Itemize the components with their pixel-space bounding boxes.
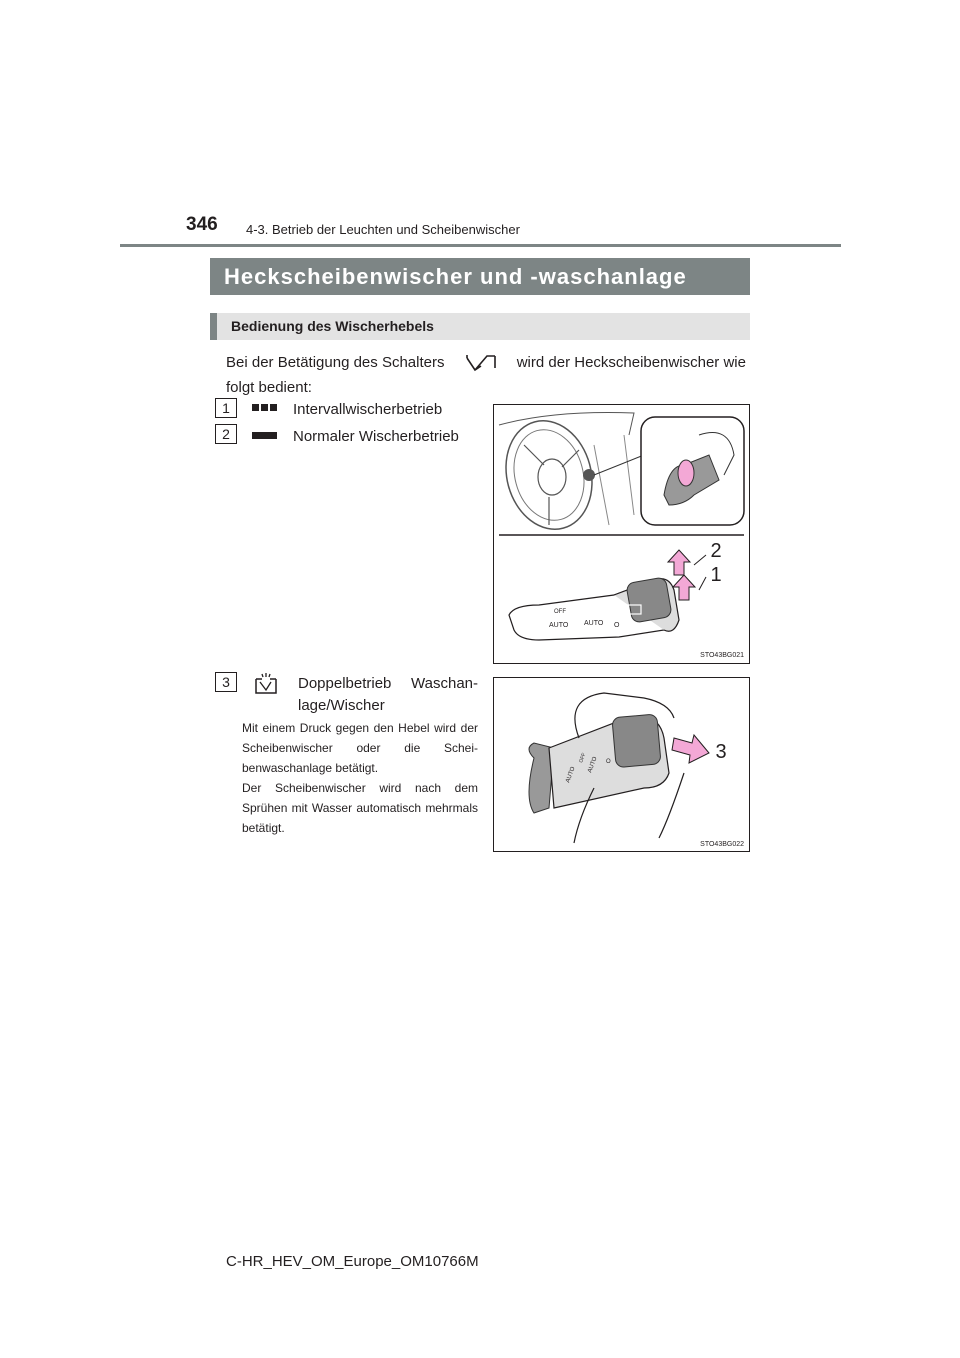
figure-2-drawing	[494, 678, 749, 851]
figure-1-code: STO43BG021	[700, 652, 744, 659]
chapter-title: 4-3. Betrieb der Leuchten und Scheibenwischer	[246, 222, 520, 237]
item-number-2: 2	[215, 424, 237, 444]
figure-wiper-lever-push	[493, 677, 750, 852]
figure-2-callout-3: 3	[715, 741, 727, 763]
intro-text-part3: folgt bedient:	[226, 379, 312, 396]
figure-1-lever-label-off: OFF	[554, 609, 566, 615]
figure-2-code: STO43BG022	[700, 841, 744, 848]
description-paragraph-2: Der Scheibenwischer wird nach dem Sprühen mit Wasser automatisch mehrmals betätigt.	[242, 781, 478, 835]
item-3-description	[242, 718, 478, 838]
figure-2-lever-label-o: O	[606, 759, 611, 765]
figure-1-lever-label-o: O	[614, 622, 620, 629]
figure-1-lever-label-auto-2: AUTO	[584, 620, 604, 627]
item-label-1: Intervallwischerbetrieb	[293, 401, 443, 418]
footer-doc-id: C-HR_HEV_OM_Europe_OM10766M	[226, 1253, 479, 1270]
figure-2-lever-label-auto-1: AUTO	[565, 766, 577, 784]
washer-wiper-icon	[253, 670, 279, 696]
rear-wiper-switch-icon	[463, 352, 499, 374]
subsection-title: Bedienung des Wischerhebels	[210, 313, 750, 340]
section-title: Heckscheibenwischer und -waschanlage	[210, 258, 750, 295]
figure-2-lever-label-auto-2: AUTO	[587, 756, 599, 774]
figure-1-lever-label-auto-1: AUTO	[549, 622, 569, 629]
intro-text-part2: wird der Heckscheibenwischer wie	[516, 354, 746, 371]
header-rule	[120, 244, 841, 247]
item-label-3-word1: Doppelbetrieb	[298, 675, 392, 692]
intro-text-part1: Bei der Betätigung des Schalters	[226, 354, 445, 371]
item-label-3-line2: lage/Wischer	[298, 697, 385, 714]
item-number-1: 1	[215, 398, 237, 418]
figure-1-drawing	[494, 405, 749, 663]
item-label-3-word2: Waschan-	[411, 675, 478, 692]
figure-1-callout-2: 2	[710, 540, 722, 562]
normal-wiper-icon	[252, 432, 278, 440]
figure-2-lever-label-off: OFF	[578, 752, 588, 764]
intermittent-wiper-icon	[252, 404, 278, 412]
description-paragraph-1: Mit einem Druck gegen den Hebel wird der Scheibenwischer oder die Scheibenwaschanlage betätigt.	[242, 721, 478, 775]
figure-wiper-lever-positions	[493, 404, 750, 664]
item-label-3	[298, 673, 478, 717]
item-label-2: Normaler Wischerbetrieb	[293, 428, 459, 445]
page-number: 346	[186, 214, 218, 235]
intro-paragraph	[226, 350, 746, 400]
figure-1-callout-1: 1	[710, 564, 722, 586]
item-number-3: 3	[215, 672, 237, 692]
